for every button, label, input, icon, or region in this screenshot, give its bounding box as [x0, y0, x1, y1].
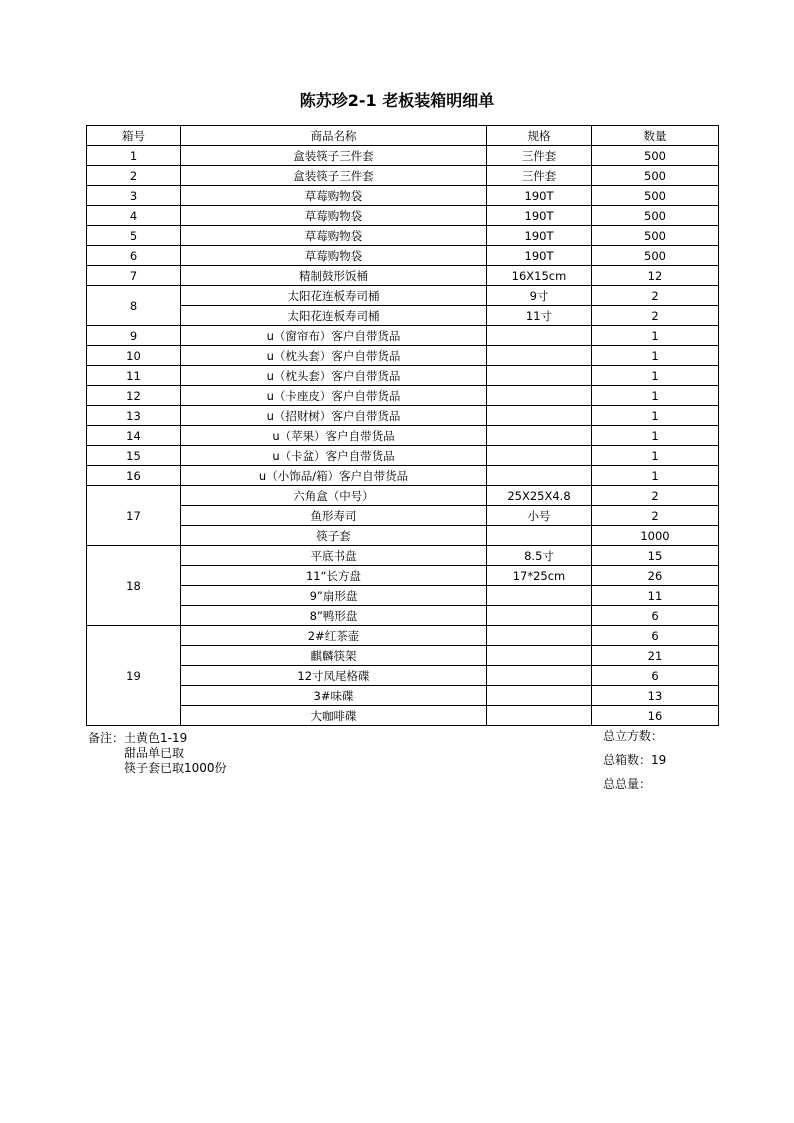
quantity-cell: 500 [592, 206, 719, 226]
table-row [87, 446, 719, 466]
quantity-cell: 2 [592, 506, 719, 526]
quantity-cell: 500 [592, 146, 719, 166]
product-name-cell: 11“长方盘 [181, 566, 487, 586]
spec-cell [487, 326, 592, 346]
table-header-row [87, 126, 719, 146]
table-row [87, 486, 719, 506]
quantity-cell: 1 [592, 446, 719, 466]
spec-cell: 16X15cm [487, 266, 592, 286]
product-name-cell: u（枕头套）客户自带货品 [181, 366, 487, 386]
quantity-cell: 1000 [592, 526, 719, 546]
quantity-cell: 12 [592, 266, 719, 286]
box-number-cell: 2 [87, 166, 181, 186]
notes-line-3: 筷子套已取1000份 [124, 761, 227, 775]
total-volume: 总立方数： [603, 729, 664, 743]
table-body [87, 146, 719, 726]
document-title: 陈苏珍2-1 老板装箱明细单 [299, 91, 495, 110]
summary-section [603, 729, 666, 801]
spec-cell [487, 346, 592, 366]
product-name-cell: u（枕头套）客户自带货品 [181, 346, 487, 366]
table-row [87, 666, 719, 686]
table-row [87, 266, 719, 286]
spec-cell: 17*25cm [487, 566, 592, 586]
table-row [87, 166, 719, 186]
box-number-cell: 4 [87, 206, 181, 226]
quantity-cell: 6 [592, 606, 719, 626]
quantity-cell: 11 [592, 586, 719, 606]
product-name-cell: u（苹果）客户自带货品 [181, 426, 487, 446]
total-weight: 总总量： [603, 777, 652, 791]
header-product-name: 商品名称 [181, 126, 487, 146]
table-row [87, 526, 719, 546]
box-number-cell: 3 [87, 186, 181, 206]
product-name-cell: 9”扇形盘 [181, 586, 487, 606]
box-number-cell: 15 [87, 446, 181, 466]
table-row [87, 286, 719, 306]
quantity-cell: 1 [592, 466, 719, 486]
box-number-cell: 8 [87, 286, 181, 326]
product-name-cell: u（窗帘布）客户自带货品 [181, 326, 487, 346]
quantity-cell: 16 [592, 706, 719, 726]
spec-cell [487, 526, 592, 546]
box-number-cell: 9 [87, 326, 181, 346]
table-row [87, 346, 719, 366]
notes-section [88, 731, 227, 776]
product-name-cell: 筷子套 [181, 526, 487, 546]
box-number-cell: 1 [87, 146, 181, 166]
box-number-cell: 19 [87, 626, 181, 726]
quantity-cell: 1 [592, 386, 719, 406]
table-row [87, 686, 719, 706]
table-row [87, 206, 719, 226]
product-name-cell: u（小饰品/箱）客户自带货品 [181, 466, 487, 486]
spec-cell [487, 406, 592, 426]
table-row [87, 186, 719, 206]
table-row [87, 426, 719, 446]
table-row [87, 606, 719, 626]
spec-cell: 190T [487, 246, 592, 266]
spec-cell [487, 426, 592, 446]
packing-list-table [86, 125, 719, 726]
spec-cell: 小号 [487, 506, 592, 526]
spec-cell [487, 626, 592, 646]
box-number-cell: 14 [87, 426, 181, 446]
table-row [87, 646, 719, 666]
product-name-cell: 草莓购物袋 [181, 206, 487, 226]
table-row [87, 626, 719, 646]
quantity-cell: 1 [592, 406, 719, 426]
table-row [87, 306, 719, 326]
table-row [87, 246, 719, 266]
product-name-cell: 12寸凤尾格碟 [181, 666, 487, 686]
quantity-cell: 2 [592, 286, 719, 306]
quantity-cell: 500 [592, 166, 719, 186]
table-row [87, 366, 719, 386]
product-name-cell: 太阳花连板寿司桶 [181, 306, 487, 326]
spec-cell [487, 646, 592, 666]
notes-line-1 [88, 731, 227, 746]
spec-cell [487, 586, 592, 606]
spec-cell: 25X25X4.8 [487, 486, 592, 506]
product-name-cell: 8”鸭形盘 [181, 606, 487, 626]
spec-cell: 190T [487, 206, 592, 226]
table-row [87, 406, 719, 426]
table-row [87, 706, 719, 726]
spec-cell [487, 466, 592, 486]
box-number-cell: 12 [87, 386, 181, 406]
quantity-cell: 500 [592, 246, 719, 266]
quantity-cell: 13 [592, 686, 719, 706]
quantity-cell: 6 [592, 666, 719, 686]
spec-cell: 9寸 [487, 286, 592, 306]
header-spec: 规格 [487, 126, 592, 146]
header-box-number: 箱号 [87, 126, 181, 146]
spec-cell: 11寸 [487, 306, 592, 326]
quantity-cell: 21 [592, 646, 719, 666]
spec-cell: 190T [487, 186, 592, 206]
spec-cell [487, 606, 592, 626]
table-row [87, 226, 719, 246]
quantity-cell: 2 [592, 486, 719, 506]
product-name-cell: 麒麟筷架 [181, 646, 487, 666]
table-row [87, 566, 719, 586]
product-name-cell: 平底书盘 [181, 546, 487, 566]
spec-cell [487, 386, 592, 406]
table-row [87, 386, 719, 406]
box-number-cell: 10 [87, 346, 181, 366]
spec-cell: 三件套 [487, 146, 592, 166]
quantity-cell: 500 [592, 186, 719, 206]
box-number-cell: 17 [87, 486, 181, 546]
spec-cell [487, 446, 592, 466]
product-name-cell: 大咖啡碟 [181, 706, 487, 726]
table-row [87, 506, 719, 526]
spec-cell: 8.5寸 [487, 546, 592, 566]
box-number-cell: 11 [87, 366, 181, 386]
spec-cell [487, 686, 592, 706]
product-name-cell: 精制鼓形饭桶 [181, 266, 487, 286]
header-quantity: 数量 [592, 126, 719, 146]
product-name-cell: 3#味碟 [181, 686, 487, 706]
notes-text: 土黄色1-19 [124, 731, 188, 745]
product-name-cell: 2#红茶壶 [181, 626, 487, 646]
product-name-cell: 草莓购物袋 [181, 226, 487, 246]
box-number-cell: 7 [87, 266, 181, 286]
quantity-cell: 2 [592, 306, 719, 326]
table-row [87, 586, 719, 606]
box-number-cell: 16 [87, 466, 181, 486]
box-number-cell: 5 [87, 226, 181, 246]
product-name-cell: 鱼形寿司 [181, 506, 487, 526]
product-name-cell: u（卡盆）客户自带货品 [181, 446, 487, 466]
product-name-cell: 盒装筷子三件套 [181, 166, 487, 186]
spec-cell [487, 706, 592, 726]
product-name-cell: 太阳花连板寿司桶 [181, 286, 487, 306]
box-number-cell: 18 [87, 546, 181, 626]
table-row [87, 326, 719, 346]
quantity-cell: 1 [592, 346, 719, 366]
quantity-cell: 6 [592, 626, 719, 646]
quantity-cell: 1 [592, 426, 719, 446]
product-name-cell: 盒装筷子三件套 [181, 146, 487, 166]
total-boxes: 总箱数：19 [603, 753, 667, 767]
table-row [87, 146, 719, 166]
notes-line-2: 甜品单已取 [124, 746, 185, 760]
quantity-cell: 15 [592, 546, 719, 566]
table-row [87, 546, 719, 566]
product-name-cell: 草莓购物袋 [181, 246, 487, 266]
product-name-cell: u（招财树）客户自带货品 [181, 406, 487, 426]
spec-cell [487, 666, 592, 686]
quantity-cell: 1 [592, 366, 719, 386]
product-name-cell: 草莓购物袋 [181, 186, 487, 206]
box-number-cell: 13 [87, 406, 181, 426]
product-name-cell: u（卡座皮）客户自带货品 [181, 386, 487, 406]
box-number-cell: 6 [87, 246, 181, 266]
product-name-cell: 六角盒（中号） [181, 486, 487, 506]
quantity-cell: 26 [592, 566, 719, 586]
spec-cell: 三件套 [487, 166, 592, 186]
quantity-cell: 1 [592, 326, 719, 346]
quantity-cell: 500 [592, 226, 719, 246]
spec-cell: 190T [487, 226, 592, 246]
notes-label: 备注： [88, 731, 125, 745]
table-row [87, 466, 719, 486]
spec-cell [487, 366, 592, 386]
